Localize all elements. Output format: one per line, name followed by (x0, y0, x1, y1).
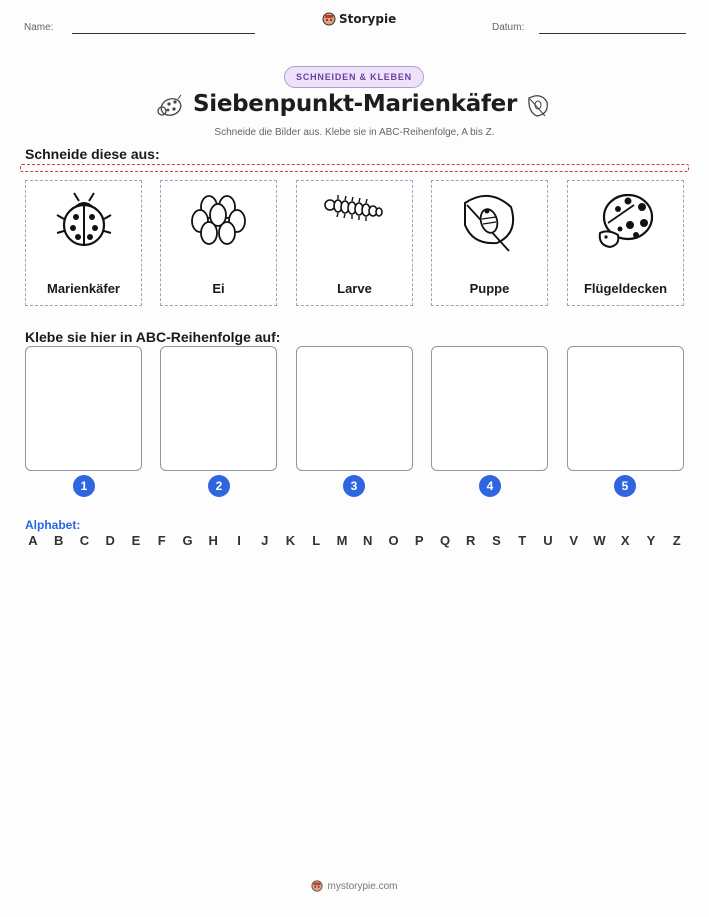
cutout-card[interactable] (25, 180, 142, 306)
alphabet-letter: M (336, 533, 348, 548)
storypie-mascot-icon (322, 12, 336, 26)
slot-number: 5 (614, 475, 636, 497)
alphabet-letter: U (543, 533, 553, 548)
slot-number: 3 (343, 475, 365, 497)
alphabet-letter: E (131, 533, 141, 548)
alphabet-letter: Y (646, 533, 656, 548)
alphabet-letter: H (208, 533, 218, 548)
alphabet-letter: A (28, 533, 38, 548)
alphabet-letter: S (492, 533, 501, 548)
cutout-card[interactable] (567, 180, 684, 306)
alphabet-letter: J (261, 533, 269, 548)
alphabet-row (25, 533, 685, 548)
slot-number: 2 (208, 475, 230, 497)
alphabet-letter: T (518, 533, 527, 548)
cut-line (20, 164, 689, 172)
paste-slot[interactable] (296, 346, 413, 471)
paste-slot[interactable] (431, 346, 548, 471)
cutout-card[interactable] (431, 180, 548, 306)
card-label: Larve (337, 281, 372, 296)
alphabet-letter: F (157, 533, 166, 548)
cutout-card[interactable] (296, 180, 413, 306)
card-label: Marienkäfer (47, 281, 120, 296)
alphabet-letter: O (388, 533, 399, 548)
alphabet-letter: N (363, 533, 373, 548)
alphabet-heading: Alphabet: (25, 518, 81, 532)
footer (0, 880, 709, 892)
paste-slot[interactable] (25, 346, 142, 471)
alphabet-letter: K (285, 533, 296, 548)
wing-covers-icon (594, 189, 658, 253)
alphabet-letter: D (105, 533, 115, 548)
leaf-doodle-icon (525, 92, 551, 120)
alphabet-letter: Q (439, 533, 451, 548)
alphabet-letter: X (620, 533, 630, 548)
brand-name: Storypie (339, 12, 397, 26)
alphabet-letter: B (54, 533, 64, 548)
cut-heading: Schneide diese aus: (25, 146, 160, 162)
paste-heading: Klebe sie hier in ABC-Reihenfolge auf: (25, 329, 281, 345)
alphabet-letter: V (569, 533, 579, 548)
alphabet-letter: Z (672, 533, 681, 548)
alphabet-letter: G (182, 533, 193, 548)
alphabet-letter: P (414, 533, 424, 548)
date-line[interactable] (539, 33, 686, 34)
instructions: Schneide die Bilder aus. Klebe sie in ABC-Reihenfolge, A bis Z. (214, 127, 495, 138)
paste-slot[interactable] (567, 346, 684, 471)
slot-number: 1 (73, 475, 95, 497)
brand-logo (322, 12, 396, 26)
page-title: Siebenpunkt-Marienkäfer (192, 91, 517, 117)
paste-slot[interactable] (160, 346, 277, 471)
alphabet-letter: W (593, 533, 606, 548)
eggs-icon (187, 189, 251, 251)
cutout-card[interactable] (160, 180, 277, 306)
slot-number: 4 (479, 475, 501, 497)
pupa-on-leaf-icon (459, 189, 521, 255)
larva-icon (322, 189, 388, 229)
ladybug-icon (54, 189, 114, 251)
card-label: Ei (212, 281, 225, 296)
card-label: Puppe (469, 281, 510, 296)
footer-url: mystorypie.com (327, 880, 398, 892)
card-label: Flügeldecken (583, 281, 668, 296)
alphabet-letter: I (237, 533, 241, 548)
alphabet-letter: R (466, 533, 476, 548)
name-label: Name: (24, 22, 54, 33)
alphabet-letter: C (79, 533, 90, 548)
activity-badge: SCHNEIDEN & KLEBEN (284, 66, 424, 88)
storypie-mascot-icon (311, 880, 323, 892)
date-label: Datum: (492, 22, 525, 33)
name-line[interactable] (72, 33, 255, 34)
alphabet-letter: L (312, 533, 321, 548)
